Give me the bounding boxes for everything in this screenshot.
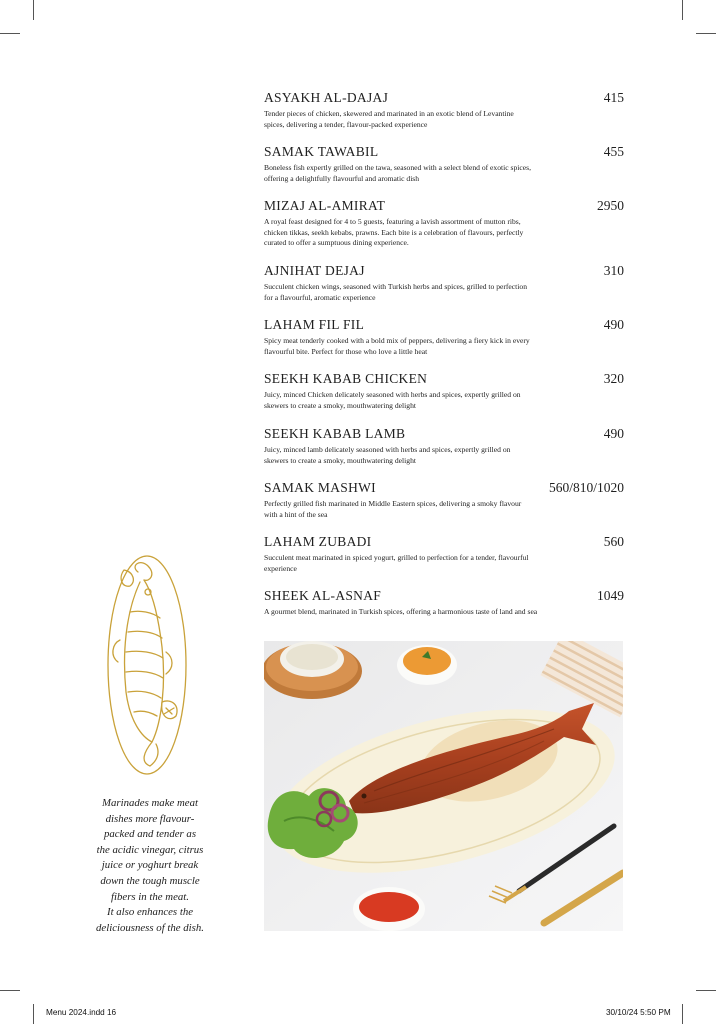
item-price: 2950 [597, 198, 624, 213]
quote-line: juice or yoghurt break [101, 859, 199, 872]
print-timestamp: 30/10/24 5:50 PM [606, 1008, 671, 1017]
crop-mark-top-right-v [682, 0, 683, 20]
item-price: 490 [603, 317, 624, 332]
item-price: 455 [603, 144, 624, 159]
item-name: LAHAM ZUBADI [264, 534, 372, 549]
item-name: SEEKH KABAB CHICKEN [264, 371, 428, 386]
marinade-quote [82, 796, 218, 936]
quote-line: Marinades make meat [102, 797, 198, 809]
menu-item [264, 425, 624, 479]
crop-mark-bottom-left-h [0, 990, 20, 991]
menu-list [264, 89, 624, 627]
fish-illustration-icon [100, 552, 194, 778]
item-name: SEEKH KABAB LAMB [264, 426, 406, 441]
file-label: Menu 2024.indd 16 [46, 1008, 117, 1017]
item-price: 320 [603, 371, 624, 386]
item-price: 490 [603, 426, 624, 441]
crop-mark-top-left-v [33, 0, 34, 20]
quote-line: dishes more flavour- [105, 812, 195, 825]
item-name: ASYAKH AL-DAJAJ [264, 90, 389, 105]
menu-item [264, 587, 624, 627]
quote-line: the acidic vinegar, citrus [96, 843, 204, 856]
grilled-fish-photo [264, 641, 623, 931]
item-description: Succulent chicken wings, seasoned with Turkish herbs and spices, grilled to perfection for a flavourful, aromatic experience [264, 282, 527, 302]
item-name: AJNIHAT DEJAJ [264, 263, 365, 278]
item-name: MIZAJ AL-AMIRAT [264, 198, 386, 213]
item-description: Juicy, minced Chicken delicately seasoned with herbs and spices, expertly grilled on skewers to create a smoky, mouthwatering delight [264, 390, 521, 410]
crop-mark-bottom-right-h [696, 990, 716, 991]
quote-line: packed and tender as [103, 828, 197, 841]
item-price: 1049 [597, 588, 624, 603]
menu-item [264, 479, 624, 533]
item-description: Boneless fish expertly grilled on the tawa, seasoned with a select blend of exotic spices, offering a delightfully flavourful and aromatic dish [264, 163, 531, 183]
item-description: A gourmet blend, marinated in Turkish spices, offering a harmonious taste of land and sea [264, 607, 538, 616]
menu-item [264, 262, 624, 316]
crop-mark-bottom-right-v [682, 1004, 683, 1024]
crop-mark-top-left-h [0, 33, 20, 34]
item-description: A royal feast designed for 4 to 5 guests, featuring a lavish assortment of mutton ribs, chicken tikkas, seekh kebabs, prawns. Each bite is a celebration of flavours, perfectly curated to offer a sumptuous dining experience. [264, 217, 524, 247]
menu-item [264, 197, 624, 262]
item-description: Spicy meat tenderly cooked with a bold mix of peppers, delivering a fiery kick in every flavourful bite. Perfect for those who love a little heat [264, 336, 530, 356]
item-price: 560 [603, 534, 624, 549]
item-description: Juicy, minced lamb delicately seasoned with herbs and spices, expertly grilled on skewers to create a smoky, mouthwatering delight [264, 445, 511, 465]
menu-item [264, 533, 624, 587]
item-name: LAHAM FIL FIL [264, 317, 365, 332]
menu-item [264, 316, 624, 370]
item-price: 310 [603, 263, 624, 278]
item-name: SAMAK TAWABIL [264, 144, 379, 159]
crop-mark-top-right-h [696, 33, 716, 34]
menu-item [264, 143, 624, 197]
item-price: 415 [603, 90, 624, 105]
item-description: Succulent meat marinated in spiced yogurt, grilled to perfection for a tender, flavourful experience [264, 553, 529, 573]
quote-line: deliciousness of the dish. [96, 921, 204, 934]
quote-line: fibers in the meat. [111, 890, 189, 903]
crop-mark-bottom-left-v [33, 1004, 34, 1024]
menu-item [264, 370, 624, 425]
item-description: Tender pieces of chicken, skewered and marinated in an exotic blend of Levantine spices, delivering a tender, flavour-packed experience [264, 109, 514, 129]
quote-line: It also enhances the [106, 906, 194, 919]
item-name: SAMAK MASHWI [264, 480, 376, 495]
item-description: Perfectly grilled fish marinated in Middle Eastern spices, delivering a smoky flavour with a hint of the sea [264, 499, 522, 519]
menu-item [264, 89, 624, 143]
item-name: SHEEK AL-ASNAF [264, 588, 382, 603]
item-price: 560/810/1020 [548, 480, 624, 495]
quote-line: down the tough muscle [100, 874, 200, 887]
